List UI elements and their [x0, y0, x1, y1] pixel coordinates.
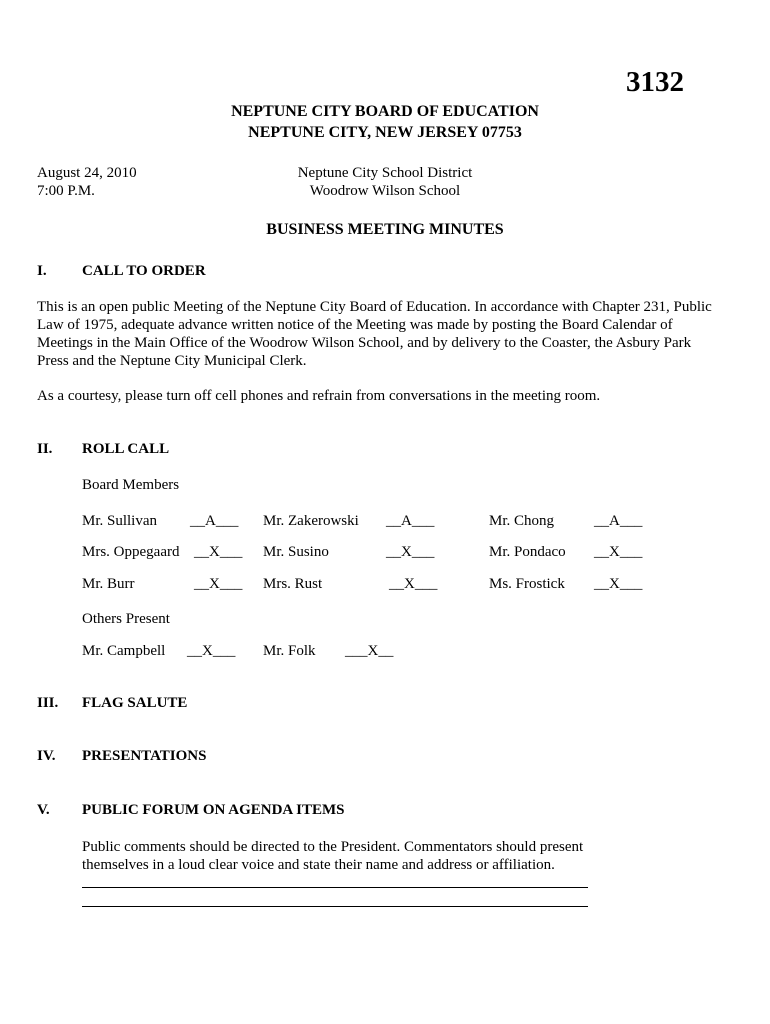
attendance-mark: __A___	[594, 513, 643, 529]
attendance-mark: __X___	[594, 544, 643, 560]
section-number-4: IV.	[37, 748, 56, 764]
member-name: Mr. Chong	[489, 513, 555, 529]
section-heading-public-forum: PUBLIC FORUM ON AGENDA ITEMS	[82, 802, 345, 818]
org-name: NEPTUNE CITY BOARD OF EDUCATION	[231, 103, 539, 120]
member-name: Ms. Frostick	[489, 576, 565, 592]
attendance-mark: __A___	[190, 513, 239, 529]
meeting-date: August 24, 2010	[37, 165, 137, 181]
school-name: Woodrow Wilson School	[309, 183, 461, 199]
others-present-label: Others Present	[82, 611, 170, 627]
courtesy-notice: As a courtesy, please turn off cell phones and refrain from conversations in the meeting room.	[37, 388, 601, 404]
member-name: Mrs. Oppegaard	[82, 544, 180, 560]
meeting-time: 7:00 P.M.	[37, 183, 95, 199]
attendance-mark: __X___	[386, 544, 435, 560]
section-heading-flag-salute: FLAG SALUTE	[82, 695, 188, 711]
page-number: 3132	[626, 66, 684, 98]
section-heading-call-to-order: CALL TO ORDER	[82, 263, 206, 279]
board-members-label: Board Members	[82, 477, 180, 493]
section-heading-roll-call: ROLL CALL	[82, 441, 170, 457]
blank-comment-line	[82, 887, 588, 888]
attendance-mark: ___X__	[345, 643, 394, 659]
section-heading-presentations: PRESENTATIONS	[82, 748, 207, 764]
member-name: Mr. Folk	[263, 643, 316, 659]
call-to-order-line-4: Press and the Neptune City Municipal Clerk.	[37, 353, 307, 369]
member-name: Mr. Zakerowski	[263, 513, 359, 529]
public-forum-line-1: Public comments should be directed to the President. Commentators should present	[82, 839, 584, 855]
member-name: Mrs. Rust	[263, 576, 323, 592]
school-district: Neptune City School District	[297, 165, 473, 181]
member-name: Mr. Pondaco	[489, 544, 566, 560]
attendance-mark: __X___	[187, 643, 236, 659]
attendance-mark: __X___	[594, 576, 643, 592]
attendance-mark: __X___	[194, 576, 243, 592]
org-location: NEPTUNE CITY, NEW JERSEY 07753	[248, 124, 522, 141]
attendance-mark: __X___	[194, 544, 243, 560]
public-forum-line-2: themselves in a loud clear voice and state their name and address or affiliation.	[82, 857, 555, 873]
section-number-2: II.	[37, 441, 53, 457]
document-title: BUSINESS MEETING MINUTES	[266, 221, 504, 238]
section-number-3: III.	[37, 695, 59, 711]
member-name: Mr. Burr	[82, 576, 135, 592]
member-name: Mr. Campbell	[82, 643, 166, 659]
attendance-mark: __A___	[386, 513, 435, 529]
section-number-1: I.	[37, 263, 47, 279]
member-name: Mr. Sullivan	[82, 513, 158, 529]
call-to-order-line-3: Meetings in the Main Office of the Woodrow Wilson School, and by delivery to the Coaster, the Asbury Park	[37, 335, 692, 351]
call-to-order-line-1: This is an open public Meeting of the Neptune City Board of Education. In accordance with Chapter 231, Public	[37, 299, 712, 315]
blank-comment-line	[82, 906, 588, 907]
member-name: Mr. Susino	[263, 544, 329, 560]
call-to-order-line-2: Law of 1975, adequate advance written notice of the Meeting was made by posting the Board Calendar of	[37, 317, 673, 333]
attendance-mark: __X___	[389, 576, 438, 592]
section-number-5: V.	[37, 802, 50, 818]
